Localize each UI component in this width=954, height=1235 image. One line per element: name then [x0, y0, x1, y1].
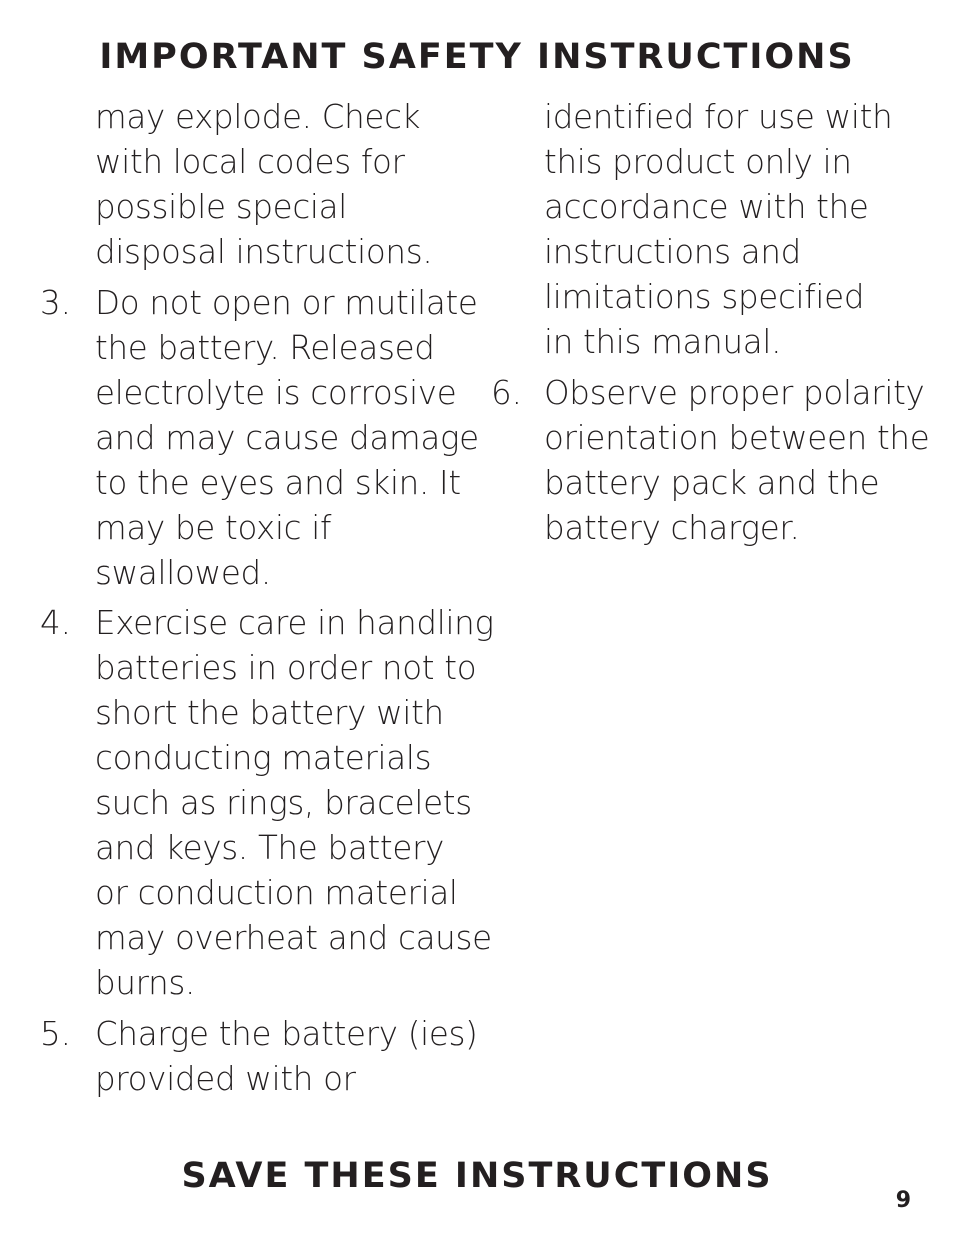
- list-item-line: Do not open or mutilate: [95, 284, 478, 322]
- list-item-line: the battery. Released: [95, 329, 435, 367]
- list-item-line: orientation between the: [544, 419, 930, 457]
- list-item-line: batteries in order not to: [95, 649, 477, 687]
- list-item-line: electrolyte is corrosive: [95, 374, 457, 412]
- continuation-line: may explode. Check: [95, 98, 421, 136]
- continuation-line: limitations specified: [544, 278, 865, 316]
- list-item-line: Charge the battery (ies): [95, 1015, 478, 1053]
- list-item-line: conducting materials: [95, 739, 432, 777]
- list-item-line: and keys. The battery: [95, 829, 445, 867]
- list-item-line: or conduction material: [95, 874, 458, 912]
- list-item-line: such as rings, bracelets: [95, 784, 472, 822]
- list-item-line: Exercise care in handling: [95, 604, 494, 642]
- list-item-number: 4.: [40, 604, 72, 642]
- continuation-line: accordance with the: [544, 188, 869, 226]
- continuation-line: instructions and: [544, 233, 801, 271]
- list-item-line: may be toxic if: [95, 509, 332, 547]
- list-item-line: and may cause damage: [95, 419, 479, 457]
- continuation-line: disposal instructions.: [95, 233, 433, 271]
- list-item-number: 5.: [40, 1015, 72, 1053]
- list-item-line: battery charger.: [544, 509, 800, 547]
- continuation-line: with local codes for: [95, 143, 405, 181]
- list-item-number: 3.: [40, 284, 72, 322]
- footer-title: SAVE THESE INSTRUCTIONS: [181, 1156, 773, 1196]
- list-item-line: swallowed.: [95, 554, 271, 592]
- list-item-line: may overheat and cause: [95, 919, 492, 957]
- list-item-line: Observe proper polarity: [544, 374, 925, 412]
- list-item-line: provided with or: [95, 1060, 356, 1098]
- page-title: IMPORTANT SAFETY INSTRUCTIONS: [99, 37, 855, 77]
- continuation-line: this product only in: [544, 143, 852, 181]
- list-item-line: to the eyes and skin. It: [95, 464, 461, 502]
- page-number: 9: [895, 1188, 911, 1213]
- list-item-line: battery pack and the: [544, 464, 880, 502]
- list-item-number: 6.: [491, 374, 523, 412]
- list-item-line: short the battery with: [95, 694, 444, 732]
- list-item-line: burns.: [95, 964, 196, 1002]
- continuation-line: identified for use with: [544, 98, 893, 136]
- continuation-line: possible special: [95, 188, 347, 226]
- continuation-line: in this manual.: [544, 323, 782, 361]
